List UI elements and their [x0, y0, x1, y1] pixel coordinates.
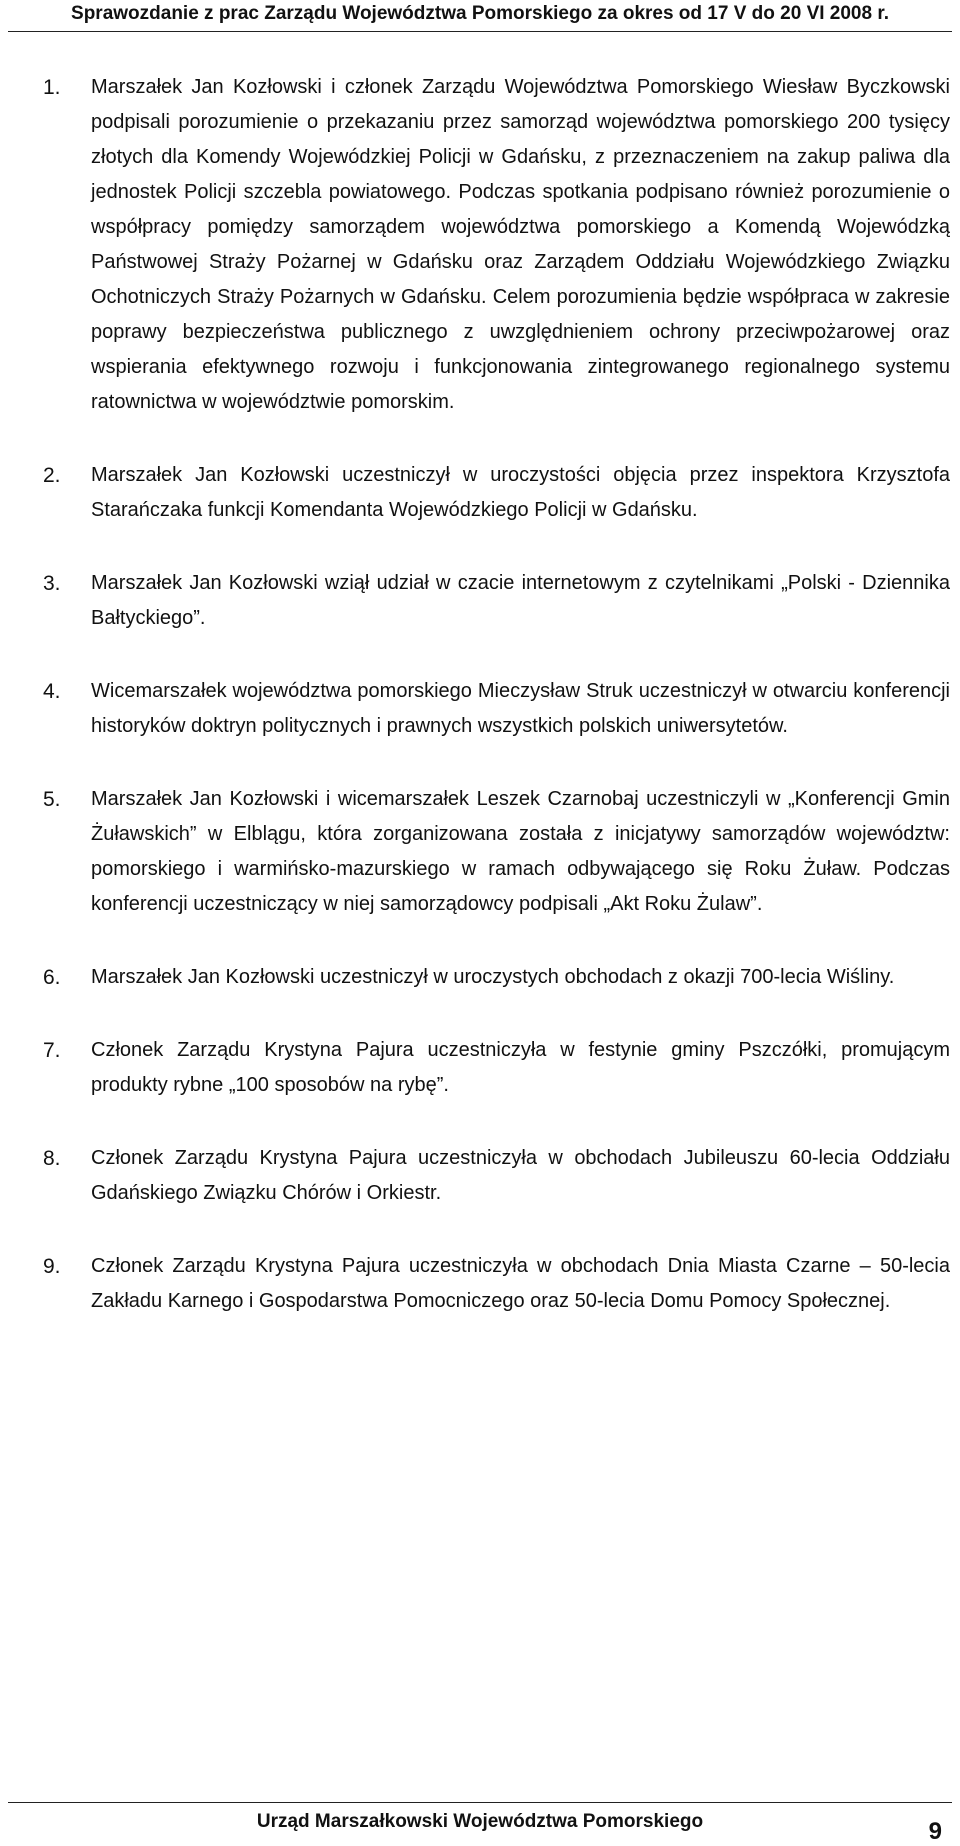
header-divider — [8, 31, 952, 32]
item-number: 2. — [43, 464, 61, 487]
list-item — [43, 1141, 950, 1211]
page-header — [0, 0, 960, 30]
item-number: 4. — [43, 680, 61, 703]
item-number: 1. — [43, 76, 61, 99]
list-item — [43, 960, 950, 995]
item-number: 3. — [43, 572, 61, 595]
item-number: 6. — [43, 966, 61, 989]
item-text: Marszałek Jan Kozłowski wziął udział w czacie internetowym z czytelnikami „Polski - Dziennika Bałtyckiego”. — [91, 572, 950, 629]
footer-divider — [8, 1802, 952, 1803]
item-number: 8. — [43, 1147, 61, 1170]
list-item — [43, 782, 950, 922]
item-number: 5. — [43, 788, 61, 811]
item-text: Członek Zarządu Krystyna Pajura uczestniczyła w obchodach Dnia Miasta Czarne – 50-lecia Zakładu Karnego i Gospodarstwa Pomocniczego oraz 50-lecia Domu Pomocy Społecznej. — [91, 1255, 950, 1312]
item-text: Marszałek Jan Kozłowski uczestniczył w uroczystości objęcia przez inspektora Krzysztofa Starańczaka funkcji Komendanta Wojewódzkiego Policji w Gdańsku. — [91, 464, 950, 521]
list-item — [43, 70, 950, 420]
item-text: Marszałek Jan Kozłowski i wicemarszałek Leszek Czarnobaj uczestniczyli w „Konferencji Gmin Żuławskich” w Elblągu, która zorganizowana została z inicjatywy samorządów województw: pomorskiego i warmińsko-mazurskiego w ramach odbywającego się Roku Żuław. Podczas konferencji uczestniczący w niej samorządowcy podpisali „Akt Roku Żulaw”. — [91, 788, 950, 915]
list-item — [43, 566, 950, 636]
item-text: Wicemarszałek województwa pomorskiego Mieczysław Struk uczestniczył w otwarciu konferencji historyków doktryn politycznych i prawnych wszystkich polskich uniwersytetów. — [91, 680, 950, 737]
list-item — [43, 1033, 950, 1103]
item-text: Marszałek Jan Kozłowski uczestniczył w uroczystych obchodach z okazji 700-lecia Wiśliny. — [91, 966, 895, 988]
item-text: Członek Zarządu Krystyna Pajura uczestniczyła w festynie gminy Pszczółki, promującym produkty rybne „100 sposobów na rybę”. — [91, 1039, 950, 1096]
page-number: 9 — [928, 1818, 942, 1845]
item-number: 9. — [43, 1255, 61, 1278]
page-footer — [0, 1808, 960, 1845]
report-items-list — [43, 70, 950, 1357]
list-item — [43, 1249, 950, 1319]
item-text: Członek Zarządu Krystyna Pajura uczestniczyła w obchodach Jubileuszu 60-lecia Oddziału Gdańskiego Związku Chórów i Orkiestr. — [91, 1147, 950, 1204]
item-number: 7. — [43, 1039, 61, 1062]
list-item — [43, 674, 950, 744]
list-item — [43, 458, 950, 528]
item-text: Marszałek Jan Kozłowski i członek Zarządu Województwa Pomorskiego Wiesław Byczkowski podpisali porozumienie o przekazaniu przez samorząd województwa pomorskiego 200 tysięcy złotych dla Komendy Wojewódzkiej Policji w Gdańsku, z przeznaczeniem na zakup paliwa dla jednostek Policji szczebla powiatowego. Podczas spotkania podpisano również porozumienie o współpracy pomiędzy samorządem województwa pomorskiego a Komendą Wojewódzką Państwowej Straży Pożarnej w Gdańsku oraz Zarządem Oddziału Wojewódzkiego Związku Ochotniczych Straży Pożarnych w Gdańsku. Celem porozumienia będzie współpraca w zakresie poprawy bezpieczeństwa publicznego z uwzględnieniem ochrony przeciwpożarowej oraz wspierania efektywnego rozwoju i funkcjonowania zintegrowanego regionalnego systemu ratownictwa w województwie pomorskim. — [91, 76, 950, 413]
report-title: Sprawozdanie z prac Zarządu Województwa Pomorskiego za okres od 17 V do 20 VI 2008 r. — [71, 3, 889, 24]
footer-institution: Urząd Marszałkowski Województwa Pomorskiego — [256, 1811, 704, 1832]
